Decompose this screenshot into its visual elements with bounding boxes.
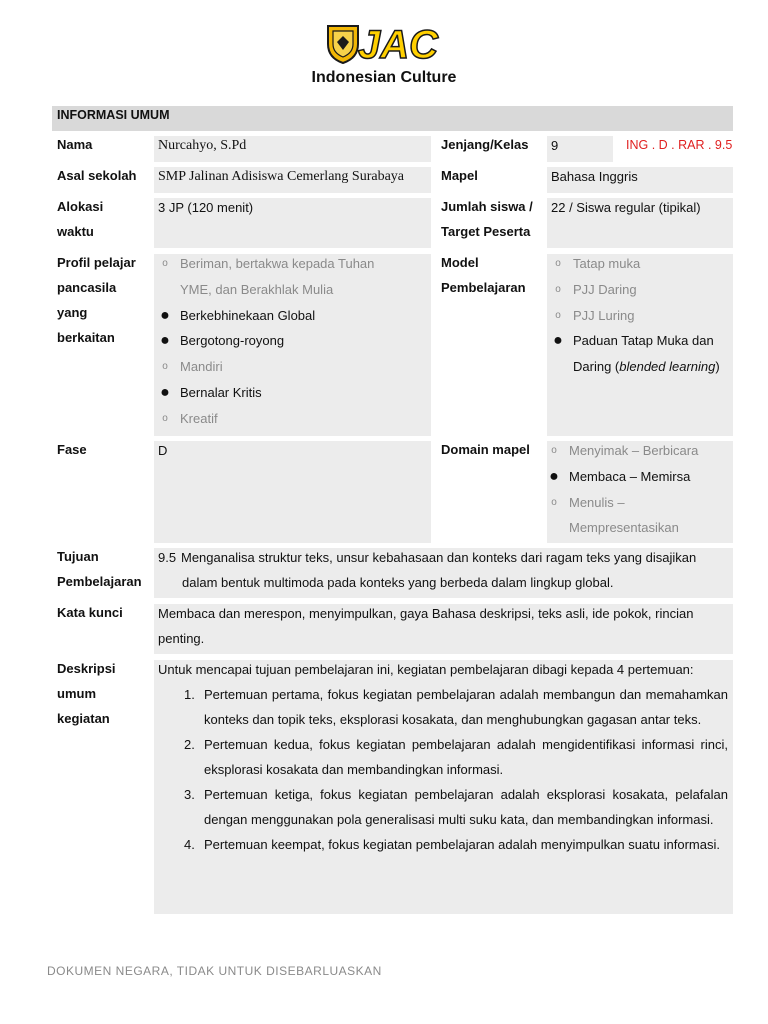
value-nama: Nurcahyo, S.Pd: [158, 138, 247, 153]
label-jumlah: Jumlah siswa / Target Peserta: [441, 199, 533, 239]
label-nama: Nama: [57, 137, 93, 152]
label-domain: Domain mapel: [441, 442, 530, 457]
label-mapel: Mapel: [441, 168, 478, 183]
bullet-icon: ●: [549, 467, 559, 485]
label-fase: Fase: [57, 442, 87, 457]
cell-jenjang: [547, 136, 613, 162]
label-alokasi: Alokasi waktu: [57, 199, 104, 239]
circle-icon: o: [162, 258, 168, 269]
option-item: ● Bergotong-royong: [154, 328, 404, 354]
option-item: ● Membaca – Memirsa: [543, 464, 703, 490]
crest-logo-icon: [324, 18, 446, 66]
option-item: o Tatap muka: [547, 251, 727, 277]
label-asal: Asal sekolah: [57, 168, 137, 183]
option-item: o Kreatif: [154, 406, 404, 432]
cell-profil: [154, 254, 431, 436]
meeting-item: 1. Pertemuan pertama, fokus kegiatan pembelajaran adalah membangun dan memahamkan konteks dan topik teks, eksplorasi kosakata, dan menghubungkan gagasan antar teks.: [184, 687, 728, 727]
circle-icon: o: [162, 412, 168, 424]
label-kata-kunci: Kata kunci: [57, 605, 123, 620]
cell-jumlah: [547, 198, 733, 248]
option-item: o Mandiri: [154, 354, 404, 380]
circle-icon: o: [555, 309, 561, 321]
cell-kata-kunci: [154, 604, 733, 654]
cell-fase: [154, 441, 431, 543]
value-fase: D: [158, 443, 168, 458]
cell-model: [547, 254, 733, 436]
circle-icon: o: [162, 361, 168, 373]
value-jenjang: 9: [551, 138, 559, 153]
value-alokasi: 3 JP (120 menit): [158, 200, 254, 215]
cell-domain: [547, 441, 733, 543]
model-options: [547, 251, 727, 380]
tujuan-text: Menganalisa struktur teks, unsur kebahasaan dan konteks dari ragam teks yang disajikan dalam bentuk multimoda pada konteks yang berbeda dalam lingkup global.: [181, 550, 697, 590]
circle-icon: o: [555, 283, 561, 295]
cell-nama: [154, 136, 431, 162]
meeting-item: 3. Pertemuan ketiga, fokus kegiatan pembelajaran adalah eksplorasi kosakata, pelafalan dengan menggunakan pola generalisasi multi suku kata, dan membandingkan informasi.: [184, 787, 728, 827]
circle-icon: o: [551, 445, 557, 456]
cell-asal: [154, 167, 431, 193]
document-title: Indonesian Culture: [311, 69, 457, 86]
label-jenjang: Jenjang/Kelas: [441, 137, 529, 152]
meeting-item: 2. Pertemuan kedua, fokus kegiatan pembelajaran adalah mengidentifikasi informasi rinci, eksplorasi kosakata dan membandingkan informasi.: [184, 737, 728, 777]
bullet-icon: ●: [160, 332, 170, 350]
meeting-item: 4. Pertemuan keempat, fokus kegiatan pembelajaran adalah menyimpulkan suatu informasi.: [184, 837, 720, 852]
option-item: ● Bernalar Kritis: [154, 380, 404, 406]
label-deskripsi: Deskripsi umum kegiatan: [57, 661, 116, 726]
value-kata-kunci: Membaca dan merespon, menyimpulkan, gaya Bahasa deskripsi, teks asli, ide pokok, rincian penting.: [158, 606, 694, 646]
logo-text: JAC: [358, 23, 439, 66]
value-mapel: Bahasa Inggris: [551, 169, 638, 184]
deskripsi-intro: Untuk mencapai tujuan pembelajaran ini, kegiatan pembelajaran dibagi kepada 4 pertemuan:: [158, 662, 694, 677]
meeting-list: [158, 682, 728, 857]
option-item: o Menulis – Mempresentasikan: [543, 490, 703, 542]
option-item: o PJJ Luring: [547, 303, 727, 329]
option-item: o Menyimak – Berbicara: [543, 438, 703, 464]
label-profil: Profil pelajar pancasila yang berkaitan: [57, 255, 136, 345]
footer-notice: DOKUMEN NEGARA, TIDAK UNTUK DISEBARLUASKAN: [47, 964, 382, 978]
value-asal: SMP Jalinan Adisiswa Cemerlang Surabaya: [158, 169, 405, 184]
circle-icon: o: [551, 496, 557, 508]
option-item: ● Berkebhinekaan Global: [154, 303, 404, 329]
bullet-icon: ●: [553, 332, 563, 350]
section-title: INFORMASI UMUM: [57, 108, 170, 122]
logo: [324, 18, 446, 66]
label-tujuan: Tujuan Pembelajaran: [57, 549, 142, 589]
code-label: ING . D . RAR . 9.5: [626, 138, 733, 152]
value-jumlah: 22 / Siswa regular (tipikal): [551, 200, 701, 215]
cell-deskripsi: [154, 660, 733, 914]
bullet-icon: ●: [160, 383, 170, 401]
cell-mapel: [547, 167, 733, 193]
section-header: [52, 106, 733, 131]
profil-options: [154, 251, 404, 432]
label-model: Model Pembelajaran: [441, 255, 526, 295]
cell-alokasi: [154, 198, 431, 248]
bullet-icon: ●: [160, 306, 170, 324]
option-item: ● Paduan Tatap Muka dan Daring (blended learning): [547, 328, 727, 380]
domain-options: [543, 438, 703, 541]
cell-tujuan: [154, 548, 733, 598]
circle-icon: o: [555, 258, 561, 269]
tujuan-number: 9.5: [158, 550, 177, 565]
option-item: o Beriman, bertakwa kepada Tuhan YME, dan Berakhlak Mulia: [154, 251, 404, 303]
option-item: o PJJ Daring: [547, 277, 727, 303]
